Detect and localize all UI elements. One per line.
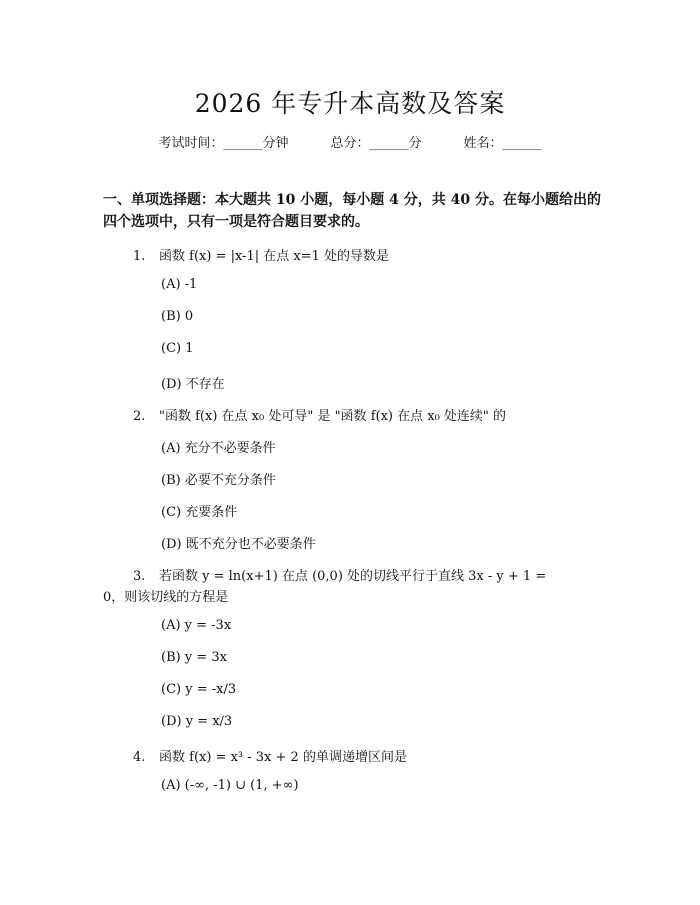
- question-4: [133, 746, 407, 765]
- exam-name: 姓名：______: [463, 136, 542, 151]
- question-1: [133, 245, 389, 264]
- option-2c: (C) 充要条件: [161, 505, 238, 520]
- section-heading: 一、单项选择题：本大题共 10 小题，每小题 4 分，共 40 分。在每小题给出的四个选项中，只有一项是符合题目要求的。: [103, 192, 601, 230]
- option-2b: (B) 必要不充分条件: [161, 473, 276, 488]
- question-text: "函数 f(x) 在点 x₀ 处可导" 是 "函数 f(x) 在点 x₀ 处连续" 的: [159, 409, 507, 424]
- question-number: 4.: [133, 750, 146, 765]
- question-text: 函数 f(x) = x³ - 3x + 2 的单调递增区间是: [159, 750, 407, 765]
- option-3a: (A) y = -3x: [161, 618, 232, 633]
- exam-info: [0, 132, 700, 151]
- exam-time: 考试时间：______分钟: [158, 136, 289, 151]
- question-3: [133, 565, 546, 584]
- question-text: 若函数 y = ln(x+1) 在点 (0,0) 处的切线平行于直线 3x - y + 1 =: [159, 569, 547, 584]
- option-3c: (C) y = -x/3: [161, 682, 237, 697]
- option-3b: (B) y = 3x: [161, 650, 227, 665]
- question-number: 3.: [133, 569, 146, 584]
- page-title: 2026 年专升本高数及答案: [194, 89, 506, 118]
- option-3d: (D) y = x/3: [161, 714, 233, 729]
- option-1b: (B) 0: [161, 309, 194, 324]
- option-4a: (A) (-∞, -1) ∪ (1, +∞): [161, 778, 299, 793]
- question-3-continued: 0，则该切线的方程是: [103, 590, 229, 605]
- question-2: [133, 405, 506, 424]
- question-number: 1.: [133, 249, 146, 264]
- option-1c: (C) 1: [161, 341, 194, 356]
- option-2a: (A) 充分不必要条件: [161, 441, 276, 456]
- option-1d: (D) 不存在: [161, 377, 225, 392]
- exam-score: 总分：______分: [330, 136, 422, 151]
- question-text: 函数 f(x) = |x-1| 在点 x=1 处的导数是: [159, 249, 389, 264]
- option-2d: (D) 既不充分也不必要条件: [161, 537, 316, 552]
- question-number: 2.: [133, 409, 146, 424]
- option-1a: (A) -1: [161, 277, 198, 292]
